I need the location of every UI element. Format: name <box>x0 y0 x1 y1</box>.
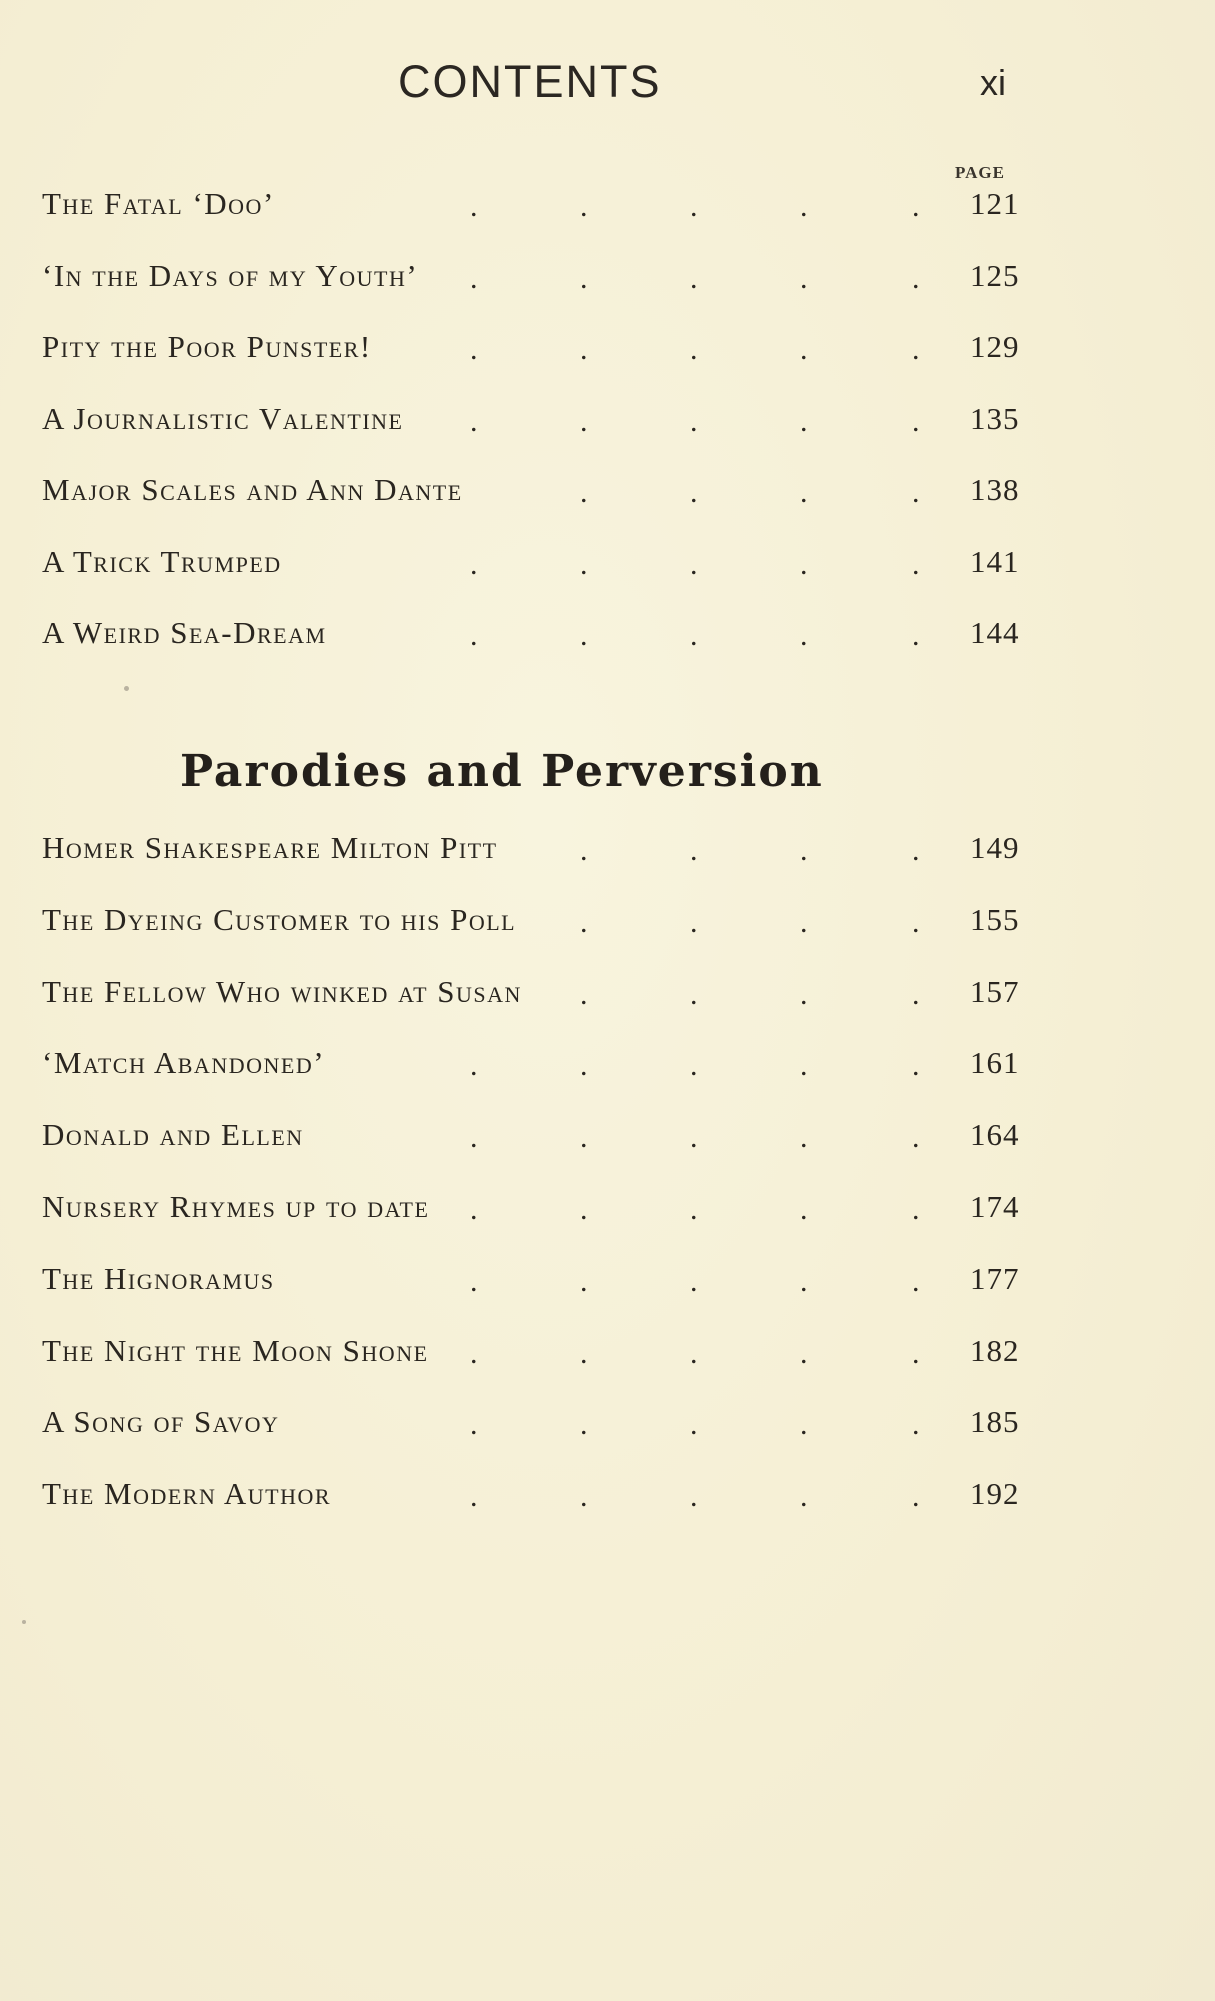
toc-entry <box>0 1189 1215 1239</box>
stray-ink-mark <box>124 686 129 691</box>
toc-entry <box>0 1476 1215 1526</box>
toc-entry <box>0 401 1215 451</box>
toc-entry <box>0 830 1215 880</box>
toc-entry-page-number: 149 <box>970 830 1020 865</box>
toc-entry-title: The Modern Author <box>42 1476 332 1512</box>
toc-entry-page-number: 182 <box>970 1332 1020 1368</box>
toc-entry <box>0 329 1215 379</box>
toc-entry-page-number: 174 <box>970 1189 1020 1224</box>
toc-entry <box>0 1261 1215 1311</box>
toc-entry-page-number: 185 <box>970 1404 1020 1440</box>
toc-entry <box>0 1117 1215 1167</box>
toc-entry-title: The Fellow Who winked at Susan <box>42 973 522 1009</box>
toc-entry-title: Homer Shakespeare Milton Pitt <box>42 830 498 865</box>
toc-entry <box>0 1045 1215 1095</box>
toc-entry-page-number: 125 <box>970 257 1020 293</box>
dot-leader: . . . . . <box>470 547 920 581</box>
page-title: CONTENTS <box>398 56 662 107</box>
toc-entry-title: ‘Match Abandoned’ <box>42 1045 326 1081</box>
toc-entry-title: Pity the Poor Punster! <box>42 329 372 364</box>
stray-ink-mark <box>22 1620 26 1624</box>
dot-leader: . . . . . <box>470 333 920 366</box>
toc-entry-page-number: 192 <box>970 1476 1020 1512</box>
toc-entry-title: The Hignoramus <box>42 1260 275 1296</box>
toc-entry <box>0 902 1215 952</box>
running-head <box>0 56 1215 116</box>
dot-leader: . . . . . <box>470 1408 920 1442</box>
dot-leader: . . . . . <box>470 190 920 223</box>
toc-entry-title: A Weird Sea-Dream <box>42 615 327 650</box>
dot-leader: . . . . . <box>470 1121 920 1155</box>
dot-leader: . . . . <box>580 905 920 939</box>
toc-entry <box>0 615 1215 665</box>
toc-entry <box>0 258 1215 308</box>
toc-entry-page-number: 138 <box>970 472 1020 507</box>
dot-leader: . . . . . <box>470 261 920 295</box>
toc-entry-title: A Journalistic Valentine <box>42 400 404 436</box>
dot-leader: . . . . <box>580 834 920 867</box>
dot-leader: . . . . <box>580 476 920 509</box>
toc-entry-title: Nursery Rhymes up to date <box>42 1189 430 1224</box>
dot-leader: . . . . . <box>470 1336 920 1370</box>
toc-entry <box>0 974 1215 1024</box>
dot-leader: . . . . . <box>470 1049 920 1083</box>
toc-entry-page-number: 164 <box>970 1117 1020 1153</box>
toc-entry-title: The Fatal ‘Doo’ <box>42 186 275 221</box>
toc-entry-title: The Night the Moon Shone <box>42 1332 429 1368</box>
toc-entry-page-number: 135 <box>970 400 1020 436</box>
toc-entry-title: Donald and Ellen <box>42 1117 304 1153</box>
section-heading-text: Parodies and Perversion <box>180 746 824 797</box>
toc-entry-page-number: 144 <box>970 615 1020 650</box>
dot-leader: . . . . . <box>470 619 920 652</box>
toc-entry-page-number: 161 <box>970 1045 1020 1081</box>
dot-leader: . . . . . <box>470 1480 920 1514</box>
toc-entry-title: A Trick Trumped <box>42 543 282 579</box>
dot-leader: . . . . . <box>470 1193 920 1226</box>
toc-entry-page-number: 177 <box>970 1260 1020 1296</box>
toc-entry-page-number: 129 <box>970 329 1020 364</box>
toc-entry <box>0 1404 1215 1454</box>
page-column-label: PAGE <box>955 163 1005 182</box>
toc-entry <box>0 186 1215 236</box>
toc-entry-title: Major Scales and Ann Dante <box>42 472 463 507</box>
dot-leader: . . . . . <box>470 1264 920 1298</box>
toc-entry-title: The Dyeing Customer to his Poll <box>42 901 517 937</box>
toc-entry <box>0 472 1215 522</box>
folio-number: xi <box>980 62 1006 103</box>
toc-entry-page-number: 155 <box>970 901 1020 937</box>
toc-entry-title: ‘In the Days of my Youth’ <box>42 257 419 293</box>
toc-entry-page-number: 121 <box>970 186 1020 221</box>
toc-entry <box>0 544 1215 594</box>
toc-entry-page-number: 157 <box>970 973 1020 1009</box>
dot-leader: . . . . <box>580 977 920 1011</box>
toc-entry <box>0 1333 1215 1383</box>
dot-leader: . . . . . <box>470 404 920 438</box>
toc-entry-page-number: 141 <box>970 543 1020 579</box>
toc-entry-title: A Song of Savoy <box>42 1404 280 1440</box>
